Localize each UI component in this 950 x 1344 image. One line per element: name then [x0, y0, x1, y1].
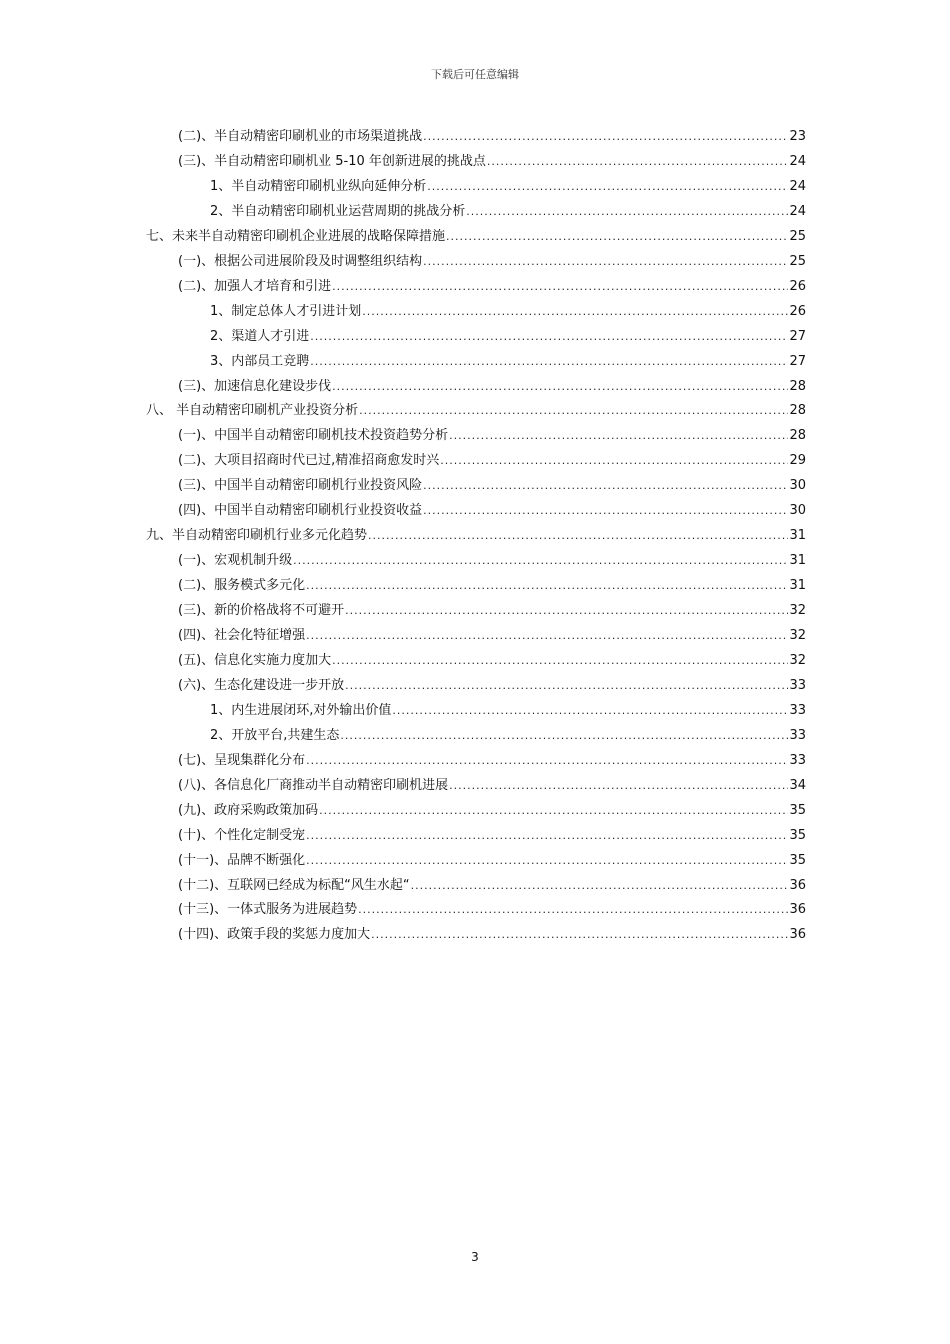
- toc-entry[interactable]: [178, 274, 806, 299]
- toc-leader-dots: [371, 922, 788, 947]
- toc-leader-dots: [310, 349, 788, 374]
- toc-entry-page: 27: [789, 328, 806, 344]
- toc-entry-page: 31: [789, 528, 806, 544]
- toc-entry-title: (一)、中国半自动精密印刷机技术投资趋势分析: [178, 428, 449, 444]
- toc-entry-page: 34: [789, 777, 806, 793]
- toc-entry-page: 31: [789, 578, 806, 594]
- toc-entry-title: (四)、中国半自动精密印刷机行业投资收益: [178, 503, 423, 519]
- toc-entry-title: (一)、宏观机制升级: [178, 553, 293, 569]
- toc-entry-title: 2、渠道人才引进: [210, 328, 310, 344]
- toc-entry-title: 2、开放平台,共建生态: [210, 727, 340, 743]
- toc-entry[interactable]: [178, 498, 806, 523]
- toc-entry-page: 24: [789, 203, 806, 219]
- toc-leader-dots: [411, 873, 789, 898]
- toc-leader-dots: [427, 174, 788, 199]
- toc-entry[interactable]: [178, 873, 806, 898]
- toc-entry-page: 36: [789, 902, 806, 918]
- toc-leader-dots: [359, 398, 788, 423]
- toc-leader-dots: [423, 498, 788, 523]
- toc-entry-page: 23: [789, 129, 806, 144]
- toc-leader-dots: [423, 249, 788, 274]
- toc-entry-page: 32: [789, 652, 806, 668]
- toc-leader-dots: [446, 224, 788, 249]
- toc-leader-dots: [310, 324, 788, 349]
- toc-leader-dots: [362, 299, 788, 324]
- toc-entry-title: (十一)、品牌不断强化: [178, 852, 306, 868]
- toc-entry-title: (二)、服务模式多元化: [178, 578, 306, 594]
- toc-entry[interactable]: [178, 374, 806, 399]
- toc-entry-page: 25: [789, 228, 806, 244]
- toc-entry[interactable]: [178, 773, 806, 798]
- toc-entry[interactable]: [178, 623, 806, 648]
- toc-leader-dots: [440, 448, 788, 473]
- toc-entry-page: 32: [789, 603, 806, 619]
- toc-entry-title: 七、未来半自动精密印刷机企业进展的战略保障措施: [146, 228, 446, 244]
- toc-entry[interactable]: [178, 448, 806, 473]
- toc-entry-page: 35: [789, 802, 806, 818]
- toc-entry-title: (一)、根据公司进展阶段及时调整组织结构: [178, 253, 423, 269]
- toc-entry-page: 26: [789, 303, 806, 319]
- toc-leader-dots: [345, 673, 788, 698]
- toc-entry-page: 28: [789, 403, 806, 419]
- toc-entry[interactable]: [210, 349, 806, 374]
- toc-leader-dots: [319, 798, 788, 823]
- toc-entry-page: 27: [789, 353, 806, 369]
- toc-entry[interactable]: [210, 174, 806, 199]
- toc-entry-title: (二)、加强人才培育和引进: [178, 278, 332, 294]
- toc-leader-dots: [423, 473, 788, 498]
- toc-entry-title: (六)、生态化建设进一步开放: [178, 677, 345, 693]
- toc-entry[interactable]: [178, 573, 806, 598]
- toc-entry-page: 28: [789, 428, 806, 444]
- toc-entry[interactable]: [210, 299, 806, 324]
- toc-entry-title: 八、 半自动精密印刷机产业投资分析: [146, 403, 359, 419]
- toc-entry-page: 28: [789, 378, 806, 394]
- toc-leader-dots: [306, 823, 788, 848]
- toc-leader-dots: [306, 748, 788, 773]
- toc-leader-dots: [332, 648, 788, 673]
- toc-entry-title: 九、半自动精密印刷机行业多元化趋势: [146, 528, 368, 544]
- toc-leader-dots: [293, 548, 788, 573]
- toc-entry[interactable]: [178, 748, 806, 773]
- toc-leader-dots: [332, 274, 788, 299]
- toc-entry[interactable]: [210, 698, 806, 723]
- toc-leader-dots: [449, 773, 788, 798]
- toc-entry-title: (四)、社会化特征增强: [178, 628, 306, 643]
- page-header: 下载后可任意编辑: [431, 68, 519, 81]
- toc-entry-page: 30: [789, 503, 806, 519]
- toc-entry-page: 33: [789, 727, 806, 743]
- toc-entry-title: (八)、各信息化厂商推动半自动精密印刷机进展: [178, 777, 449, 793]
- toc-entry-page: 24: [789, 178, 806, 194]
- toc-entry-title: (二)、大项目招商时代已过,精准招商愈发时兴: [178, 453, 440, 469]
- toc-entry[interactable]: [210, 199, 806, 224]
- toc-entry-title: (五)、信息化实施力度加大: [178, 652, 332, 668]
- toc-entry[interactable]: [178, 897, 806, 922]
- toc-entry-page: 25: [789, 253, 806, 269]
- toc-entry-title: 2、半自动精密印刷机业运营周期的挑战分析: [210, 203, 466, 219]
- toc-entry[interactable]: [178, 823, 806, 848]
- toc-entry-title: 1、制定总体人才引进计划: [210, 303, 362, 319]
- toc-entry-title: (十四)、政策手段的奖惩力度加大: [178, 927, 371, 943]
- toc-leader-dots: [423, 124, 788, 149]
- toc-leader-dots: [487, 149, 789, 174]
- toc-entry[interactable]: [178, 648, 806, 673]
- toc-entry[interactable]: [178, 149, 806, 174]
- toc-entry[interactable]: [178, 249, 806, 274]
- toc-entry[interactable]: [146, 224, 806, 249]
- toc-leader-dots: [332, 374, 788, 399]
- toc-entry-title: 1、半自动精密印刷机业纵向延伸分析: [210, 178, 427, 194]
- toc-entry-page: 31: [789, 553, 806, 569]
- toc-entry-page: 24: [789, 153, 806, 169]
- toc-entry-title: (三)、新的价格战将不可避开: [178, 603, 345, 619]
- toc-leader-dots: [358, 897, 788, 922]
- page-number: 3: [471, 1250, 479, 1264]
- toc-entry-page: 36: [789, 877, 806, 893]
- toc-entry[interactable]: [210, 723, 806, 748]
- toc-leader-dots: [306, 573, 788, 598]
- toc-entry[interactable]: [178, 848, 806, 873]
- toc-entry[interactable]: [146, 523, 806, 548]
- toc-entry-page: 33: [789, 677, 806, 693]
- toc-entry-title: (三)、中国半自动精密印刷机行业投资风险: [178, 478, 423, 494]
- toc-leader-dots: [466, 199, 788, 224]
- toc-entry[interactable]: [178, 548, 806, 573]
- toc-entry-title: (十)、个性化定制受宠: [178, 827, 306, 843]
- toc-entry-page: 26: [789, 278, 806, 294]
- toc-leader-dots: [368, 523, 788, 548]
- toc-entry-page: 32: [789, 628, 806, 643]
- toc-entry-page: 30: [789, 478, 806, 494]
- toc-entry[interactable]: [178, 922, 806, 947]
- toc-entry[interactable]: [178, 473, 806, 498]
- toc-entry-page: 33: [789, 752, 806, 768]
- toc-leader-dots: [340, 723, 788, 748]
- toc-entry-title: (三)、加速信息化建设步伐: [178, 378, 332, 394]
- toc-entry-page: 29: [789, 453, 806, 469]
- toc-leader-dots: [392, 698, 788, 723]
- toc-entry[interactable]: [178, 598, 806, 623]
- toc-entry[interactable]: [146, 398, 806, 423]
- toc-entry-title: (九)、政府采购政策加码: [178, 802, 319, 818]
- toc-entry[interactable]: [178, 124, 806, 149]
- toc-entry[interactable]: [178, 673, 806, 698]
- toc-entry[interactable]: [178, 798, 806, 823]
- toc-entry-title: (七)、呈现集群化分布: [178, 752, 306, 768]
- toc-entry-page: 33: [789, 702, 806, 718]
- toc-entry-title: (十三)、一体式服务为进展趋势: [178, 902, 358, 918]
- toc-entry[interactable]: [210, 324, 806, 349]
- toc-entry[interactable]: [178, 423, 806, 448]
- toc-entry-title: 1、内生进展闭环,对外输出价值: [210, 702, 392, 718]
- toc-entry-title: 3、内部员工竞聘: [210, 353, 310, 369]
- toc-leader-dots: [306, 848, 788, 873]
- toc-entry-title: (十二)、互联网已经成为标配“风生水起“: [178, 877, 410, 893]
- toc-leader-dots: [306, 623, 788, 648]
- toc-entry-page: 36: [789, 927, 806, 943]
- toc-entry-page: 35: [789, 827, 806, 843]
- toc-leader-dots: [449, 423, 788, 448]
- toc-entry-title: (三)、半自动精密印刷机业 5-10 年创新进展的挑战点: [178, 153, 486, 169]
- toc-entry-title: (二)、半自动精密印刷机业的市场渠道挑战: [178, 129, 423, 144]
- toc-entry-page: 35: [789, 852, 806, 868]
- toc-leader-dots: [345, 598, 788, 623]
